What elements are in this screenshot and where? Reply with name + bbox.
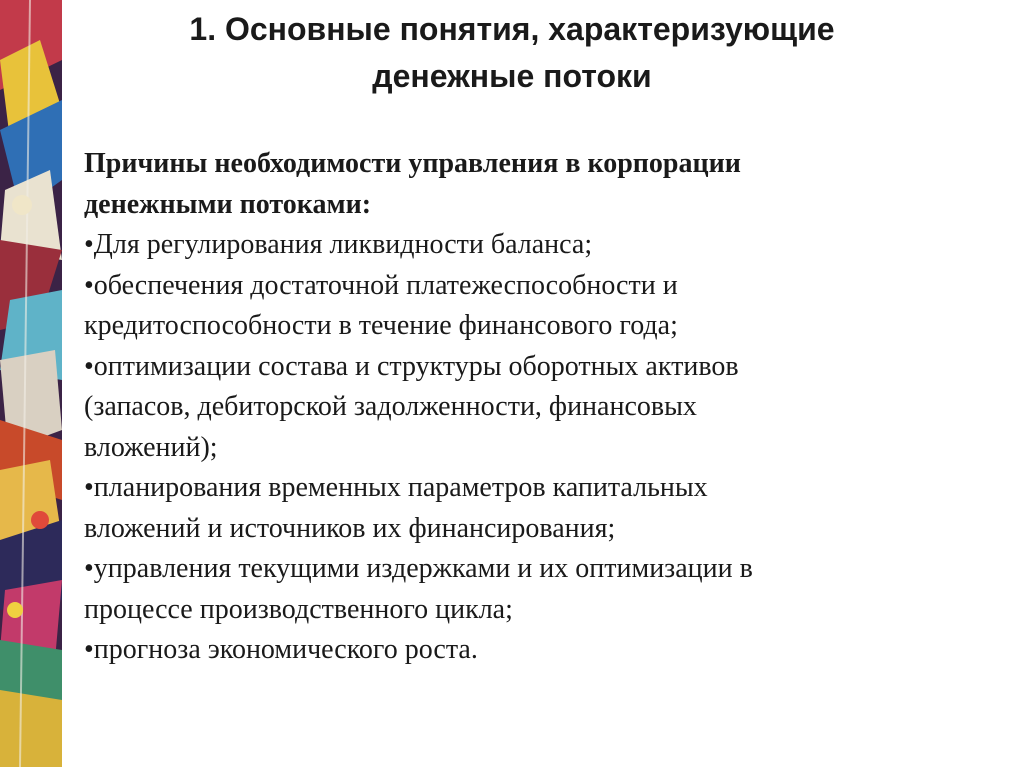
list-item-line: •прогноза экономического роста. [84, 634, 478, 665]
decorative-art-strip [0, 0, 62, 767]
list-item-line: процессе производственного цикла; [84, 593, 513, 625]
section-subheading [84, 144, 964, 225]
list-item-line: кредитоспособности в течение финансового года; [84, 310, 678, 341]
list-item [84, 266, 964, 347]
slide-title-line-1: 1. Основные понятия, характеризующие [189, 11, 835, 47]
list-item-line: •оптимизации состава и структуры оборотных активов [84, 350, 739, 382]
list-item [84, 225, 964, 266]
list-item-line: •Для регулирования ликвидности баланса; [84, 229, 593, 260]
list-item [84, 347, 964, 469]
list-item-line: •управления текущими издержками и их оптимизации в [84, 553, 753, 584]
slide-title-line-2: денежные потоки [372, 58, 652, 94]
list-item-line: (запасов, дебиторской задолженности, финансовых [84, 391, 697, 422]
abstract-art-icon [0, 0, 62, 767]
list-item-line: вложений); [84, 431, 218, 463]
list-item [84, 468, 964, 549]
list-item-line: •планирования временных параметров капитальных [84, 472, 708, 503]
slide-content [84, 144, 964, 671]
reasons-list [84, 225, 964, 671]
list-item-line: •обеспечения достаточной платежеспособности и [84, 269, 678, 301]
slide-title [62, 6, 962, 100]
subheading-line-2: денежными потоками: [84, 188, 372, 220]
list-item [84, 630, 964, 671]
list-item [84, 549, 964, 630]
subheading-line-1: Причины необходимости управления в корпорации [84, 148, 741, 179]
list-item-line: вложений и источников их финансирования; [84, 512, 616, 544]
